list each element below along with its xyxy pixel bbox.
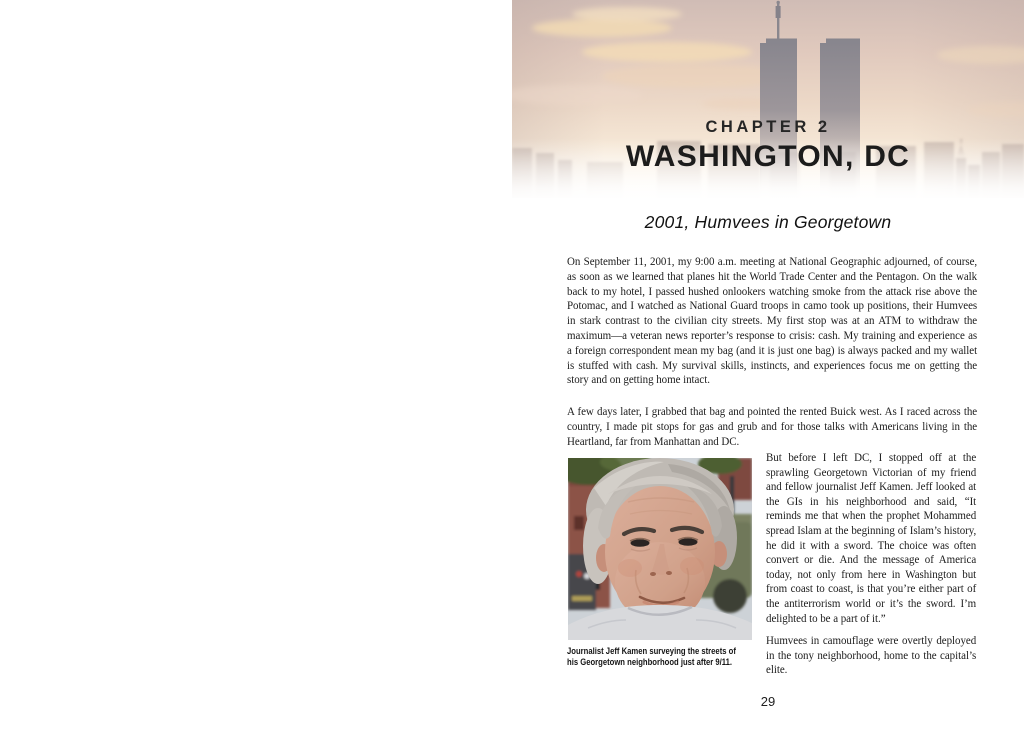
chapter-header-art xyxy=(512,0,1024,205)
chapter-title: WASHINGTON, DC xyxy=(625,140,911,173)
body-paragraph-4: Humvees in camouflage were overtly deployed in the tony neighborhood, home to the capital’s elite. xyxy=(766,633,977,677)
page-number: 29 xyxy=(760,694,776,709)
photo-caption-line: Journalist Jeff Kamen surveying the streets of xyxy=(567,646,736,657)
body-paragraph-1: On September 11, 2001, my 9:00 a.m. meeting at National Geographic adjourned, of course, as soon as we learned that planes hit the World Trade Center and the Pentagon. On the walk back to my hotel, I passed hushed onlookers watching smoke from the attack rise above the Potomac, and I watched as National Guard troops in camo took up positions, their Humvees in stark contrast to the civilian city streets. My first stop was at an ATM to withdraw the maximum—a veteran news reporter’s response to crisis: cash. My training and experience as a foreign correspondent mean my bag (and it is just one bag) is always packed and my wallet is stuffed with cash. My survival skills, instincts, and experiences focus me on getting the story and on getting home intact. xyxy=(567,254,978,387)
right-text-column xyxy=(766,450,992,677)
right-page xyxy=(512,0,1024,731)
body-paragraph-3: But before I left DC, I stopped off at the sprawling Georgetown Victorian of my friend and fellow journalist Jeff Kamen. Jeff looked at the GIs in his neighborhood and said, “It reminds me that when the prophet Mohammed spread Islam at the beginning of Islam’s history, he did it with a sword. The choice was often convert or die. And the message of America today, not only from here in Washington but from coast to coast, is that you’re either part of the antiterrorism world or it’s the sword. I’m delighted to be a part of it.” xyxy=(766,450,977,625)
section-heading: 2001, Humvees in Georgetown xyxy=(644,212,892,232)
twin-towers-skyline-illustration xyxy=(512,0,1024,205)
photo-caption-line: his Georgetown neighborhood just after 9/11. xyxy=(567,657,733,669)
jeff-kamen-photo xyxy=(568,458,752,640)
chapter-label: CHAPTER 2 xyxy=(705,118,831,136)
body-paragraph-2: A few days later, I grabbed that bag and pointed the rented Buick west. As I raced across the country, I made pit stops for gas and grub and for those talks with Americans living in the Heartland, far from Manhattan and DC. xyxy=(567,404,978,448)
